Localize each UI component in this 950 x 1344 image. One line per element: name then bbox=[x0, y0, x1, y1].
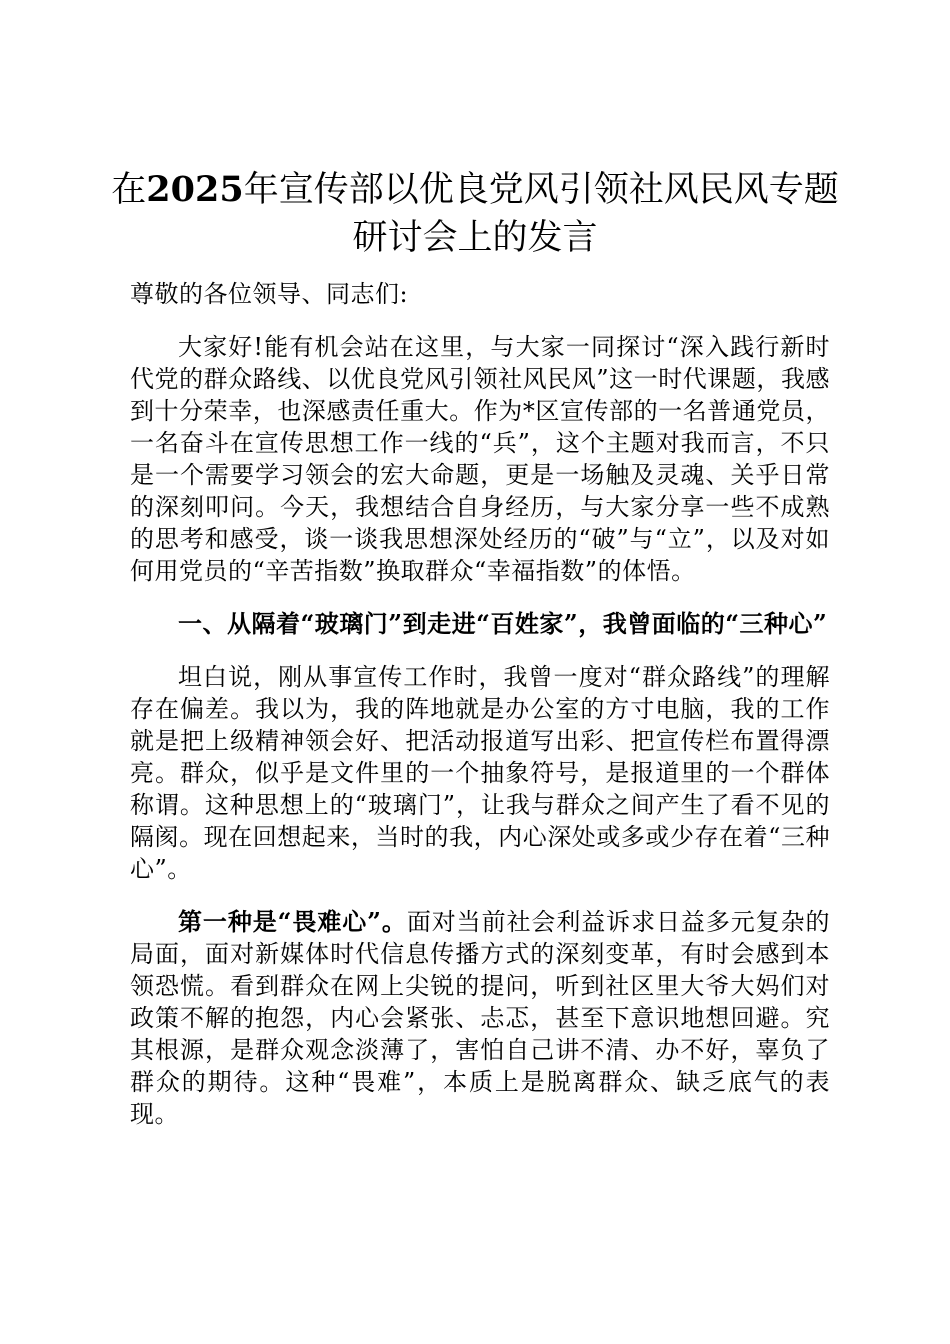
document-title bbox=[100, 166, 850, 262]
section-heading-1: 一、从隔着“玻璃门”到走进“百姓家”，我曾面临的“三种心” bbox=[178, 609, 828, 638]
first-mindset-text: 面对当前社会利益诉求日益多元复杂的局面，面对新媒体时代信息传播方式的深刻变革，有时会感到本领恐慌。看到群众在网上尖锐的提问，听到社区里大爷大妈们对政策不解的抱怨，内心会紧张、忐忑，甚至下意识地想回避。究其根源，是群众观念淡薄了，害怕自己讲不清、办不好，辜负了群众的期待。这种“畏难”，本质上是脱离群众、缺乏底气的表现。 bbox=[130, 908, 831, 1128]
first-mindset-lead: 第一种是“畏难心”。 bbox=[178, 907, 407, 936]
title-prefix: 在 bbox=[111, 170, 147, 210]
paragraph-background: 坦白说，刚从事宣传工作时，我曾一度对“群众路线”的理解存在偏差。我以为，我的阵地就是办公室的方寸电脑，我的工作就是把上级精神领会好、把活动报道写出彩、把宣传栏布置得漂亮。群众，似乎是文件里的一个抽象符号，是报道里的一个群体称谓。这种思想上的“玻璃门”，让我与群众之间产生了看不见的隔阂。现在回想起来，当时的我，内心深处或多或少存在着“三种心”。 bbox=[130, 663, 830, 883]
title-rest: 年宣传部以优良党风引领社风民风专题研讨会上的发言 bbox=[243, 170, 839, 258]
document-body bbox=[130, 278, 830, 1130]
paragraph-intro: 大家好!能有机会站在这里，与大家一同探讨“深入践行新时代党的群众路线、以优良党风引领社风民风”这一时代课题，我感到十分荣幸，也深感责任重大。作为*区宣传部的一名普通党员，一名奋斗在宣传思想工作一线的“兵”，这个主题对我而言，不只是一个需要学习领会的宏大命题，更是一场触及灵魂、关乎日常的深刻叩问。今天，我想结合自身经历，与大家分享一些不成熟的思考和感受，谈一谈我思想深处经历的“破”与“立”，以及对如何用党员的“辛苦指数”换取群众“幸福指数”的体悟。 bbox=[130, 333, 830, 585]
paragraph-first-mindset bbox=[130, 906, 830, 1130]
title-year: 2025 bbox=[146, 169, 244, 210]
greeting: 尊敬的各位领导、同志们: bbox=[130, 280, 409, 308]
